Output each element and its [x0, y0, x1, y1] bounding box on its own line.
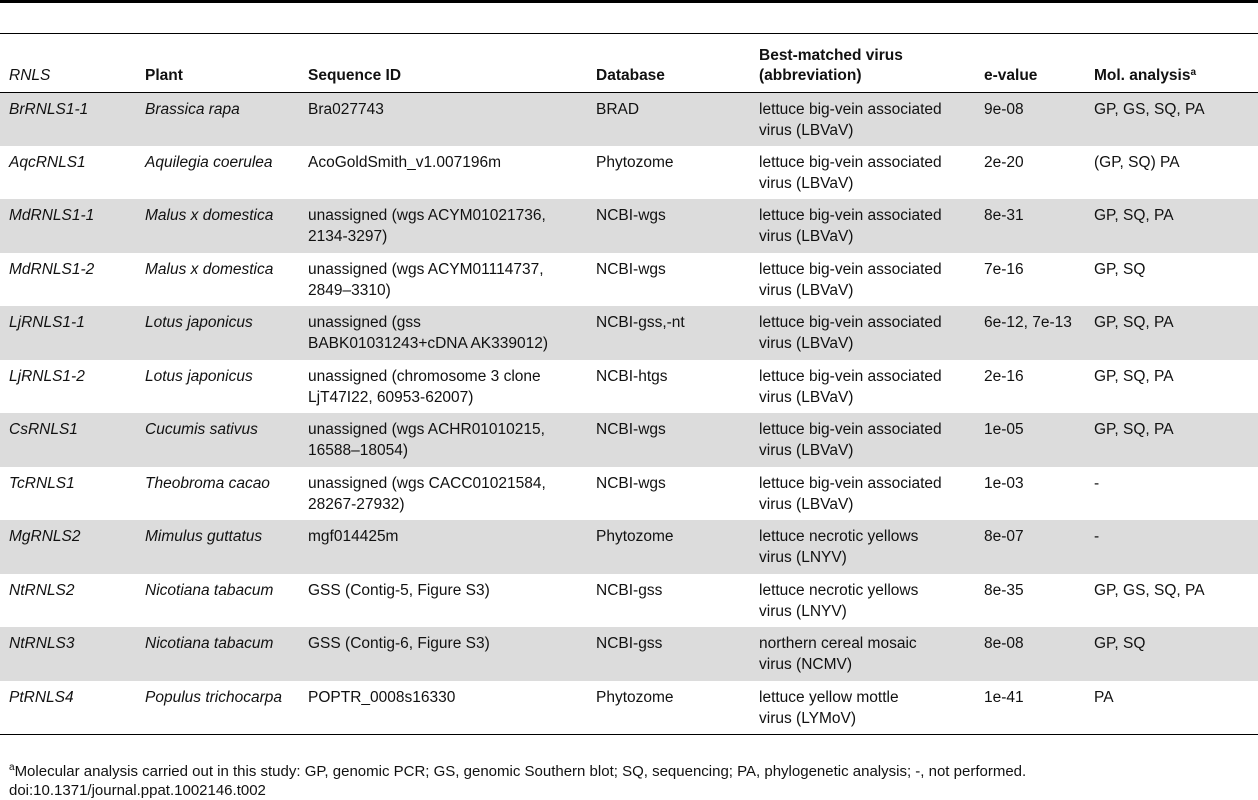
cell-sequence-id: [299, 92, 587, 146]
cell-virus-text: virus (LNYV): [759, 549, 847, 566]
cell-sequence-id-text: Bra027743: [308, 100, 384, 118]
cell-sequence-id-text: unassigned (wgs ACYM01021736,: [308, 207, 546, 224]
cell-evalue: [975, 467, 1085, 521]
cell-rnls-text: NtRNLS2: [9, 581, 75, 599]
cell-plant-text: Malus x domestica: [145, 260, 274, 278]
cell-plant: [136, 681, 299, 735]
cell-evalue: [975, 520, 1085, 574]
cell-database-text: Phytozome: [596, 528, 674, 545]
cell-mol-analysis: [1085, 413, 1258, 467]
cell-database-text: NCBI-gss: [596, 581, 663, 599]
cell-mol-analysis: [1085, 306, 1258, 360]
cell-virus-text: lettuce big-vein associated: [759, 100, 942, 118]
header-plant: Plant: [136, 38, 299, 92]
cell-database-text: NCBI-wgs: [596, 207, 666, 224]
cell-rnls-text: PtRNLS4: [9, 688, 74, 706]
cell-plant: [136, 199, 299, 253]
cell-rnls: [0, 627, 136, 681]
cell-evalue-text: 7e-16: [984, 260, 1024, 278]
cell-mol-analysis: [1085, 360, 1258, 414]
cell-sequence-id: [299, 253, 587, 307]
cell-evalue-text: 1e-05: [984, 421, 1024, 438]
header-rnls: RNLS: [0, 38, 136, 92]
header-sequence-id: Sequence ID: [299, 38, 587, 92]
cell-virus: [750, 306, 975, 360]
cell-virus: [750, 467, 975, 521]
upper-rule: [0, 33, 1258, 34]
cell-database-text: NCBI-wgs: [596, 260, 666, 278]
cell-evalue-text: 8e-08: [984, 635, 1024, 652]
cell-virus-text: lettuce yellow mottle: [759, 688, 899, 706]
cell-rnls-text: BrRNLS1-1: [9, 100, 89, 118]
cell-rnls-text: TcRNLS1: [9, 474, 75, 492]
cell-database-text: NCBI-gss: [596, 635, 663, 652]
table-row: [0, 681, 1258, 735]
cell-database: [587, 413, 750, 467]
cell-rnls: [0, 92, 136, 146]
cell-evalue-text: 2e-20: [984, 153, 1024, 171]
cell-virus: [750, 574, 975, 628]
cell-rnls: [0, 199, 136, 253]
cell-virus-text: lettuce big-vein associated: [759, 260, 942, 278]
cell-evalue-text: 8e-07: [984, 528, 1024, 545]
cell-sequence-id: [299, 146, 587, 200]
cell-sequence-id-text: 28267-27932): [308, 495, 405, 513]
cell-sequence-id: [299, 681, 587, 735]
cell-plant-text: Nicotiana tabacum: [145, 635, 274, 652]
cell-sequence-id-text: BABK01031243+cDNA AK339012): [308, 335, 549, 352]
cell-rnls: [0, 681, 136, 735]
header-virus: [750, 38, 975, 92]
header-virus-line2: (abbreviation): [759, 66, 862, 84]
cell-mol-analysis: [1085, 92, 1258, 146]
cell-database-text: Phytozome: [596, 688, 674, 706]
cell-rnls: [0, 467, 136, 521]
cell-mol-analysis: [1085, 146, 1258, 200]
cell-evalue: [975, 92, 1085, 146]
header-evalue: e-value: [975, 38, 1085, 92]
cell-virus: [750, 146, 975, 200]
cell-virus-text: virus (LBVaV): [759, 442, 854, 459]
cell-virus: [750, 92, 975, 146]
cell-plant-text: Lotus japonicus: [145, 367, 253, 385]
cell-evalue-text: 2e-16: [984, 367, 1024, 385]
cell-rnls-text: AqcRNLS1: [9, 153, 86, 171]
cell-virus: [750, 360, 975, 414]
cell-plant: [136, 360, 299, 414]
cell-mol-analysis-text: GP, SQ, PA: [1094, 207, 1174, 224]
footnote: [9, 762, 1026, 781]
cell-mol-analysis: [1085, 199, 1258, 253]
cell-virus-text: virus (NCMV): [759, 656, 852, 673]
cell-rnls-text: MdRNLS1-1: [9, 207, 95, 224]
cell-plant-text: Cucumis sativus: [145, 421, 258, 438]
cell-mol-analysis: [1085, 681, 1258, 735]
header-mol-footnote-marker: a: [1190, 66, 1197, 78]
cell-plant-text: Brassica rapa: [145, 100, 240, 118]
cell-evalue-text: 8e-35: [984, 581, 1024, 599]
cell-mol-analysis: [1085, 574, 1258, 628]
table-row: [0, 574, 1258, 628]
cell-mol-analysis-text: GP, SQ, PA: [1094, 367, 1174, 385]
cell-evalue-text: 1e-41: [984, 688, 1024, 706]
cell-sequence-id-text: 2849–3310): [308, 281, 391, 299]
table-row: [0, 306, 1258, 360]
cell-rnls: [0, 253, 136, 307]
cell-database: [587, 199, 750, 253]
cell-database: [587, 146, 750, 200]
cell-sequence-id-text: GSS (Contig-5, Figure S3): [308, 581, 490, 599]
cell-mol-analysis: [1085, 520, 1258, 574]
cell-plant-text: Aquilegia coerulea: [145, 153, 273, 171]
cell-evalue: [975, 627, 1085, 681]
cell-sequence-id: [299, 574, 587, 628]
cell-database: [587, 306, 750, 360]
header-mol-analysis: [1085, 38, 1258, 92]
cell-evalue: [975, 574, 1085, 628]
cell-database: [587, 627, 750, 681]
cell-virus-text: virus (LYMoV): [759, 709, 857, 727]
cell-plant-text: Theobroma cacao: [145, 474, 270, 492]
cell-virus: [750, 253, 975, 307]
table-row: [0, 146, 1258, 200]
cell-virus-text: virus (LBVaV): [759, 335, 854, 352]
cell-database-text: NCBI-htgs: [596, 367, 668, 385]
cell-plant-text: Populus trichocarpa: [145, 688, 282, 706]
cell-rnls-text: NtRNLS3: [9, 635, 75, 652]
cell-database: [587, 681, 750, 735]
cell-rnls: [0, 413, 136, 467]
cell-mol-analysis-text: GP, SQ: [1094, 635, 1146, 652]
cell-database: [587, 467, 750, 521]
cell-sequence-id: [299, 199, 587, 253]
cell-rnls: [0, 574, 136, 628]
cell-evalue: [975, 253, 1085, 307]
table-row: [0, 253, 1258, 307]
cell-sequence-id: [299, 413, 587, 467]
cell-virus-text: lettuce big-vein associated: [759, 314, 942, 331]
cell-sequence-id: [299, 627, 587, 681]
cell-mol-analysis-text: GP, SQ, PA: [1094, 314, 1174, 331]
cell-virus: [750, 199, 975, 253]
cell-rnls-text: LjRNLS1-2: [9, 367, 85, 385]
cell-evalue: [975, 199, 1085, 253]
cell-database: [587, 520, 750, 574]
cell-sequence-id-text: unassigned (gss: [308, 314, 421, 331]
table-row: [0, 627, 1258, 681]
cell-sequence-id: [299, 520, 587, 574]
rnls-table: [0, 38, 1258, 735]
cell-virus-text: lettuce big-vein associated: [759, 367, 942, 385]
cell-rnls-text: LjRNLS1-1: [9, 314, 85, 331]
cell-evalue: [975, 146, 1085, 200]
cell-virus: [750, 627, 975, 681]
table-row: [0, 92, 1258, 146]
cell-sequence-id-text: 16588–18054): [308, 442, 408, 459]
cell-plant: [136, 253, 299, 307]
header-mol-label: Mol. analysis: [1094, 66, 1191, 84]
cell-database: [587, 92, 750, 146]
cell-plant-text: Mimulus guttatus: [145, 528, 263, 545]
cell-rnls: [0, 360, 136, 414]
cell-sequence-id-text: POPTR_0008s16330: [308, 688, 456, 706]
cell-sequence-id-text: AcoGoldSmith_v1.007196m: [308, 153, 502, 171]
cell-virus-text: virus (LNYV): [759, 602, 847, 620]
cell-database-text: Phytozome: [596, 153, 674, 171]
cell-plant: [136, 92, 299, 146]
cell-sequence-id-text: GSS (Contig-6, Figure S3): [308, 635, 490, 652]
cell-database-text: BRAD: [596, 100, 640, 118]
top-rule: [0, 0, 1258, 3]
cell-sequence-id: [299, 360, 587, 414]
cell-virus-text: virus (LBVaV): [759, 495, 854, 513]
cell-virus-text: lettuce big-vein associated: [759, 474, 942, 492]
cell-sequence-id-text: 2134-3297): [308, 228, 388, 245]
header-row: [0, 38, 1258, 92]
cell-virus-text: lettuce necrotic yellows: [759, 581, 919, 599]
footnote-text: Molecular analysis carried out in this study: GP, genomic PCR; GS, genomic Southern blot; SQ, sequencing; PA, phylogenetic analysis; -, not performed.: [14, 763, 1027, 780]
cell-plant-text: Nicotiana tabacum: [145, 581, 274, 599]
cell-mol-analysis-text: -: [1094, 474, 1100, 492]
cell-sequence-id-text: unassigned (wgs ACHR01010215,: [308, 421, 545, 438]
cell-virus-text: virus (LBVaV): [759, 174, 854, 192]
table-body: [0, 92, 1258, 734]
table-row: [0, 199, 1258, 253]
cell-rnls: [0, 306, 136, 360]
cell-virus-text: virus (LBVaV): [759, 228, 854, 245]
cell-virus-text: virus (LBVaV): [759, 121, 854, 139]
cell-database: [587, 253, 750, 307]
cell-sequence-id-text: unassigned (wgs ACYM01114737,: [308, 260, 544, 278]
cell-sequence-id-text: mgf014425m: [308, 528, 399, 545]
cell-evalue-text: 1e-03: [984, 474, 1024, 492]
cell-virus: [750, 413, 975, 467]
cell-rnls: [0, 520, 136, 574]
cell-mol-analysis: [1085, 627, 1258, 681]
cell-database-text: NCBI-gss,-nt: [596, 314, 685, 331]
cell-virus-text: lettuce big-vein associated: [759, 153, 942, 171]
cell-rnls: [0, 146, 136, 200]
cell-database-text: NCBI-wgs: [596, 474, 666, 492]
cell-virus: [750, 520, 975, 574]
cell-plant: [136, 146, 299, 200]
cell-plant: [136, 306, 299, 360]
cell-virus-text: lettuce big-vein associated: [759, 207, 942, 224]
table-row: [0, 413, 1258, 467]
cell-mol-analysis-text: GP, GS, SQ, PA: [1094, 581, 1205, 599]
cell-rnls-text: MgRNLS2: [9, 528, 81, 545]
cell-evalue: [975, 681, 1085, 735]
cell-evalue: [975, 413, 1085, 467]
cell-database: [587, 574, 750, 628]
cell-rnls-text: MdRNLS1-2: [9, 260, 95, 278]
cell-mol-analysis-text: -: [1094, 528, 1100, 545]
table-row: [0, 360, 1258, 414]
header-database: Database: [587, 38, 750, 92]
cell-evalue: [975, 306, 1085, 360]
cell-rnls-text: CsRNLS1: [9, 421, 78, 438]
cell-database-text: NCBI-wgs: [596, 421, 666, 438]
cell-evalue-text: 8e-31: [984, 207, 1024, 224]
cell-mol-analysis-text: PA: [1094, 688, 1114, 706]
cell-mol-analysis-text: GP, SQ, PA: [1094, 421, 1174, 438]
table-row: [0, 520, 1258, 574]
cell-plant: [136, 520, 299, 574]
cell-plant: [136, 413, 299, 467]
cell-virus-text: virus (LBVaV): [759, 281, 854, 299]
cell-virus: [750, 681, 975, 735]
cell-database: [587, 360, 750, 414]
cell-evalue: [975, 360, 1085, 414]
cell-evalue-text: 6e-12, 7e-13: [984, 314, 1072, 331]
cell-evalue-text: 9e-08: [984, 100, 1024, 118]
cell-sequence-id: [299, 306, 587, 360]
cell-plant-text: Lotus japonicus: [145, 314, 253, 331]
cell-mol-analysis-text: GP, GS, SQ, PA: [1094, 100, 1205, 118]
cell-plant: [136, 574, 299, 628]
cell-mol-analysis-text: (GP, SQ) PA: [1094, 153, 1180, 171]
cell-sequence-id-text: unassigned (chromosome 3 clone: [308, 367, 541, 385]
cell-plant-text: Malus x domestica: [145, 207, 274, 224]
cell-plant: [136, 467, 299, 521]
cell-sequence-id-text: unassigned (wgs CACC01021584,: [308, 474, 546, 492]
cell-virus-text: lettuce big-vein associated: [759, 421, 942, 438]
footnote-marker: a: [9, 762, 15, 773]
cell-virus-text: virus (LBVaV): [759, 388, 854, 406]
cell-sequence-id-text: LjT47I22, 60953-62007): [308, 388, 474, 406]
cell-mol-analysis: [1085, 467, 1258, 521]
cell-mol-analysis: [1085, 253, 1258, 307]
header-virus-line1: Best-matched virus: [759, 46, 903, 64]
cell-plant: [136, 627, 299, 681]
cell-virus-text: lettuce necrotic yellows: [759, 528, 919, 545]
cell-sequence-id: [299, 467, 587, 521]
doi-line: doi:10.1371/journal.ppat.1002146.t002: [9, 782, 266, 799]
table-row: [0, 467, 1258, 521]
cell-virus-text: northern cereal mosaic: [759, 635, 917, 652]
cell-mol-analysis-text: GP, SQ: [1094, 260, 1146, 278]
